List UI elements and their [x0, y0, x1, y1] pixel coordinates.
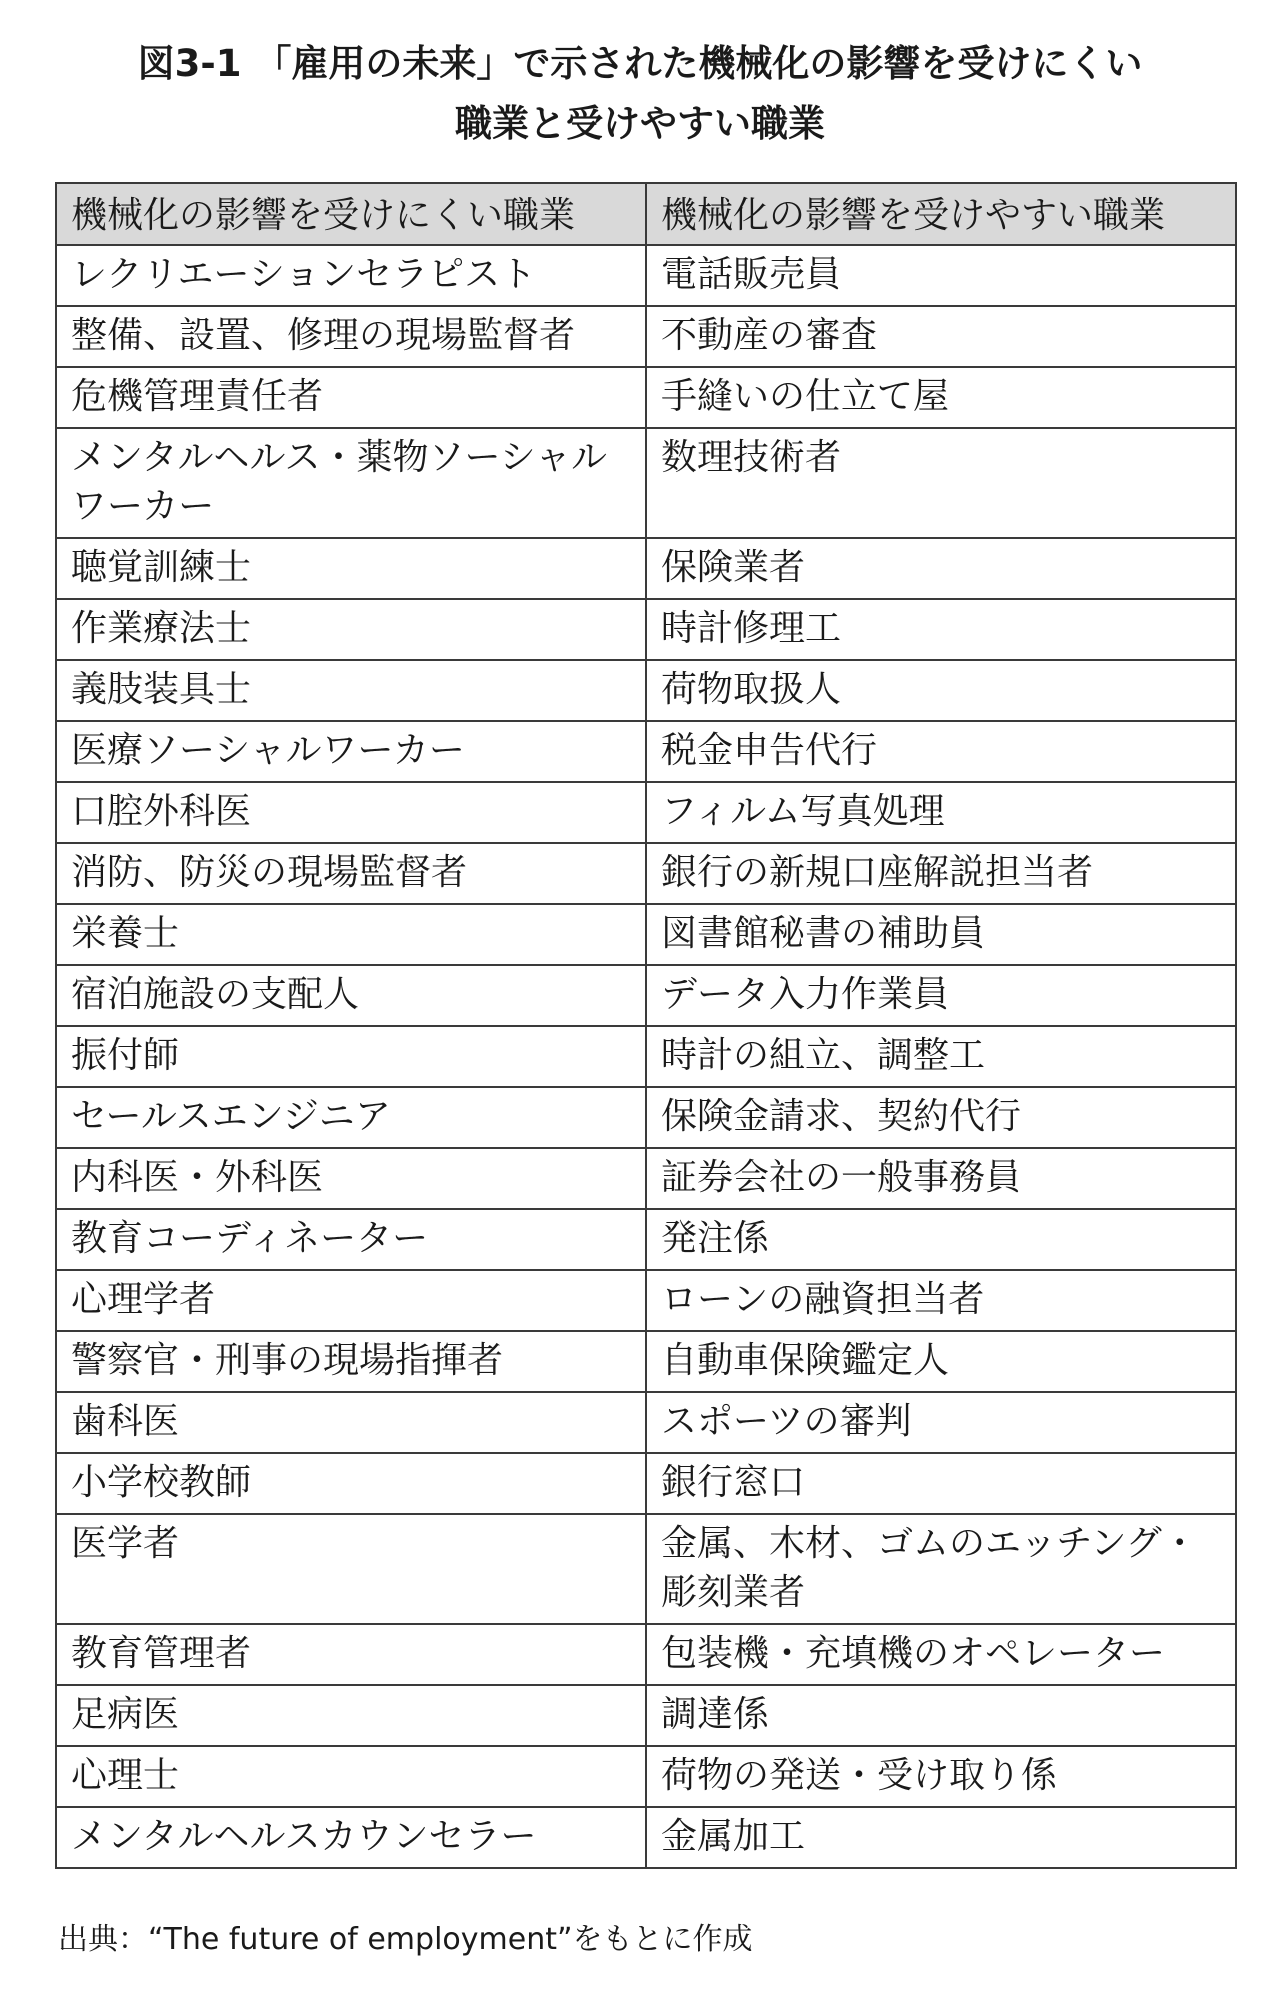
table-row — [56, 599, 1236, 660]
cell-text: 発注係 — [661, 1218, 770, 1259]
cell-text: ローンの融資担当者 — [661, 1279, 985, 1320]
table-row — [56, 782, 1236, 843]
table-row — [56, 1685, 1236, 1746]
cell-more-affected — [646, 843, 1236, 904]
table-row — [56, 843, 1236, 904]
cell-text: セールスエンジニア — [71, 1096, 391, 1137]
cell-text: 内科医・外科医 — [71, 1157, 324, 1198]
cell-more-affected — [646, 1026, 1236, 1087]
cell-text: 歯科医 — [71, 1401, 180, 1442]
cell-text: 警察官・刑事の現場指揮者 — [71, 1340, 504, 1381]
table-row — [56, 965, 1236, 1026]
cell-text: 図書館秘書の補助員 — [661, 913, 986, 954]
cell-less-affected — [56, 428, 646, 538]
cell-text: 聴覚訓練士 — [71, 547, 252, 588]
cell-text: 時計修理工 — [661, 608, 842, 649]
cell-more-affected — [646, 1087, 1236, 1148]
cell-less-affected — [56, 843, 646, 904]
table-row — [56, 245, 1236, 306]
table-row — [56, 1209, 1236, 1270]
cell-less-affected — [56, 1209, 646, 1270]
cell-more-affected — [646, 1453, 1236, 1514]
table-row — [56, 1148, 1236, 1209]
table-row — [56, 1331, 1236, 1392]
cell-less-affected — [56, 1514, 646, 1624]
cell-text: 消防、防災の現場監督者 — [71, 852, 468, 893]
cell-more-affected — [646, 1270, 1236, 1331]
cell-less-affected — [56, 965, 646, 1026]
cell-more-affected — [646, 1746, 1236, 1807]
cell-text: 宿泊施設の支配人 — [71, 974, 360, 1015]
figure-title — [0, 34, 1280, 154]
cell-less-affected — [56, 1087, 646, 1148]
header-less-affected: 機械化の影響を受けにくい職業 — [56, 183, 646, 245]
cell-text: 荷物の発送・受け取り係 — [661, 1755, 1058, 1796]
source-note: 出典：“The future of employment”をもとに作成 — [58, 1922, 753, 1957]
cell-text: 保険金請求、契約代行 — [661, 1096, 1022, 1137]
cell-text: 医学者 — [71, 1523, 180, 1564]
table-row — [56, 1746, 1236, 1807]
cell-more-affected — [646, 1624, 1236, 1685]
cell-more-affected — [646, 904, 1236, 965]
cell-less-affected — [56, 1331, 646, 1392]
cell-text: 整備、設置、修理の現場監督者 — [71, 315, 576, 356]
table-row — [56, 428, 1236, 538]
cell-less-affected — [56, 367, 646, 428]
cell-text: 金属加工 — [661, 1816, 806, 1857]
table-row — [56, 1514, 1236, 1624]
occupation-table — [55, 182, 1237, 1869]
cell-text: 義肢装具士 — [71, 669, 252, 710]
cell-more-affected — [646, 538, 1236, 599]
cell-text: 心理学者 — [71, 1279, 216, 1320]
cell-text: データ入力作業員 — [661, 974, 950, 1015]
cell-less-affected — [56, 1624, 646, 1685]
table-row — [56, 1453, 1236, 1514]
cell-less-affected — [56, 1392, 646, 1453]
cell-less-affected — [56, 904, 646, 965]
cell-more-affected — [646, 1392, 1236, 1453]
cell-text: 調達係 — [661, 1694, 770, 1735]
table-row — [56, 306, 1236, 367]
figure-title-line-1: 図3-1 「雇用の未来」で示された機械化の影響を受けにくい — [137, 42, 1143, 85]
table-row — [56, 1807, 1236, 1868]
cell-less-affected — [56, 1746, 646, 1807]
cell-more-affected — [646, 660, 1236, 721]
cell-text: 銀行窓口 — [661, 1462, 806, 1503]
table-row — [56, 1624, 1236, 1685]
table-row — [56, 1026, 1236, 1087]
cell-less-affected — [56, 721, 646, 782]
cell-more-affected — [646, 245, 1236, 306]
cell-more-affected — [646, 428, 1236, 538]
cell-less-affected — [56, 1685, 646, 1746]
cell-text: 手縫いの仕立て屋 — [661, 376, 950, 417]
table-row — [56, 367, 1236, 428]
cell-text: レクリエーションセラピスト — [71, 254, 537, 295]
cell-text: 教育管理者 — [71, 1633, 252, 1674]
cell-text: 教育コーディネーター — [71, 1218, 429, 1259]
cell-more-affected — [646, 1685, 1236, 1746]
cell-less-affected — [56, 1453, 646, 1514]
cell-less-affected — [56, 599, 646, 660]
table-row — [56, 904, 1236, 965]
cell-text: 荷物取扱人 — [661, 669, 842, 710]
cell-text: メンタルヘルスカウンセラー — [71, 1816, 537, 1857]
cell-text: 金属、木材、ゴムのエッチング・彫刻業者 — [661, 1523, 1198, 1613]
cell-more-affected — [646, 721, 1236, 782]
cell-less-affected — [56, 245, 646, 306]
cell-text: 心理士 — [71, 1755, 180, 1796]
cell-less-affected — [56, 538, 646, 599]
cell-text: 口腔外科医 — [71, 791, 252, 832]
table-row — [56, 1392, 1236, 1453]
cell-more-affected — [646, 965, 1236, 1026]
cell-less-affected — [56, 1026, 646, 1087]
cell-more-affected — [646, 1514, 1236, 1624]
header-more-affected: 機械化の影響を受けやすい職業 — [646, 183, 1236, 245]
cell-text: 電話販売員 — [661, 254, 842, 295]
cell-text: 危機管理責任者 — [71, 376, 324, 417]
cell-more-affected — [646, 306, 1236, 367]
cell-more-affected — [646, 1807, 1236, 1868]
cell-more-affected — [646, 599, 1236, 660]
cell-text: 栄養士 — [71, 913, 180, 954]
table-row — [56, 1270, 1236, 1331]
figure-title-line-2: 職業と受けやすい職業 — [455, 102, 825, 145]
table-body — [56, 245, 1236, 1868]
table-row — [56, 1087, 1236, 1148]
cell-more-affected — [646, 367, 1236, 428]
table-row — [56, 538, 1236, 599]
cell-text: 証券会社の一般事務員 — [661, 1157, 1022, 1198]
cell-less-affected — [56, 1148, 646, 1209]
cell-text: 振付師 — [71, 1035, 180, 1076]
cell-more-affected — [646, 1209, 1236, 1270]
cell-less-affected — [56, 306, 646, 367]
table-row — [56, 721, 1236, 782]
cell-more-affected — [646, 1148, 1236, 1209]
cell-text: フィルム写真処理 — [661, 791, 945, 832]
cell-text: メンタルヘルス・薬物ソーシャルワーカー — [71, 437, 608, 527]
cell-more-affected — [646, 782, 1236, 843]
cell-text: 数理技術者 — [661, 437, 842, 478]
cell-text: スポーツの審判 — [661, 1401, 912, 1442]
cell-text: 小学校教師 — [71, 1462, 252, 1503]
table-row — [56, 660, 1236, 721]
cell-text: 足病医 — [71, 1694, 180, 1735]
cell-text: 包装機・充填機のオペレーター — [661, 1633, 1166, 1674]
cell-text: 医療ソーシャルワーカー — [71, 730, 465, 771]
cell-text: 銀行の新規口座解説担当者 — [661, 852, 1094, 893]
cell-text: 時計の組立、調整工 — [661, 1035, 986, 1076]
table-header-row — [56, 183, 1236, 245]
cell-text: 保険業者 — [661, 547, 806, 588]
cell-less-affected — [56, 1807, 646, 1868]
cell-less-affected — [56, 782, 646, 843]
cell-text: 不動産の審査 — [661, 315, 878, 356]
cell-text: 作業療法士 — [71, 608, 252, 649]
cell-more-affected — [646, 1331, 1236, 1392]
cell-text: 自動車保険鑑定人 — [661, 1340, 950, 1381]
cell-less-affected — [56, 660, 646, 721]
cell-text: 税金申告代行 — [661, 730, 878, 771]
cell-less-affected — [56, 1270, 646, 1331]
